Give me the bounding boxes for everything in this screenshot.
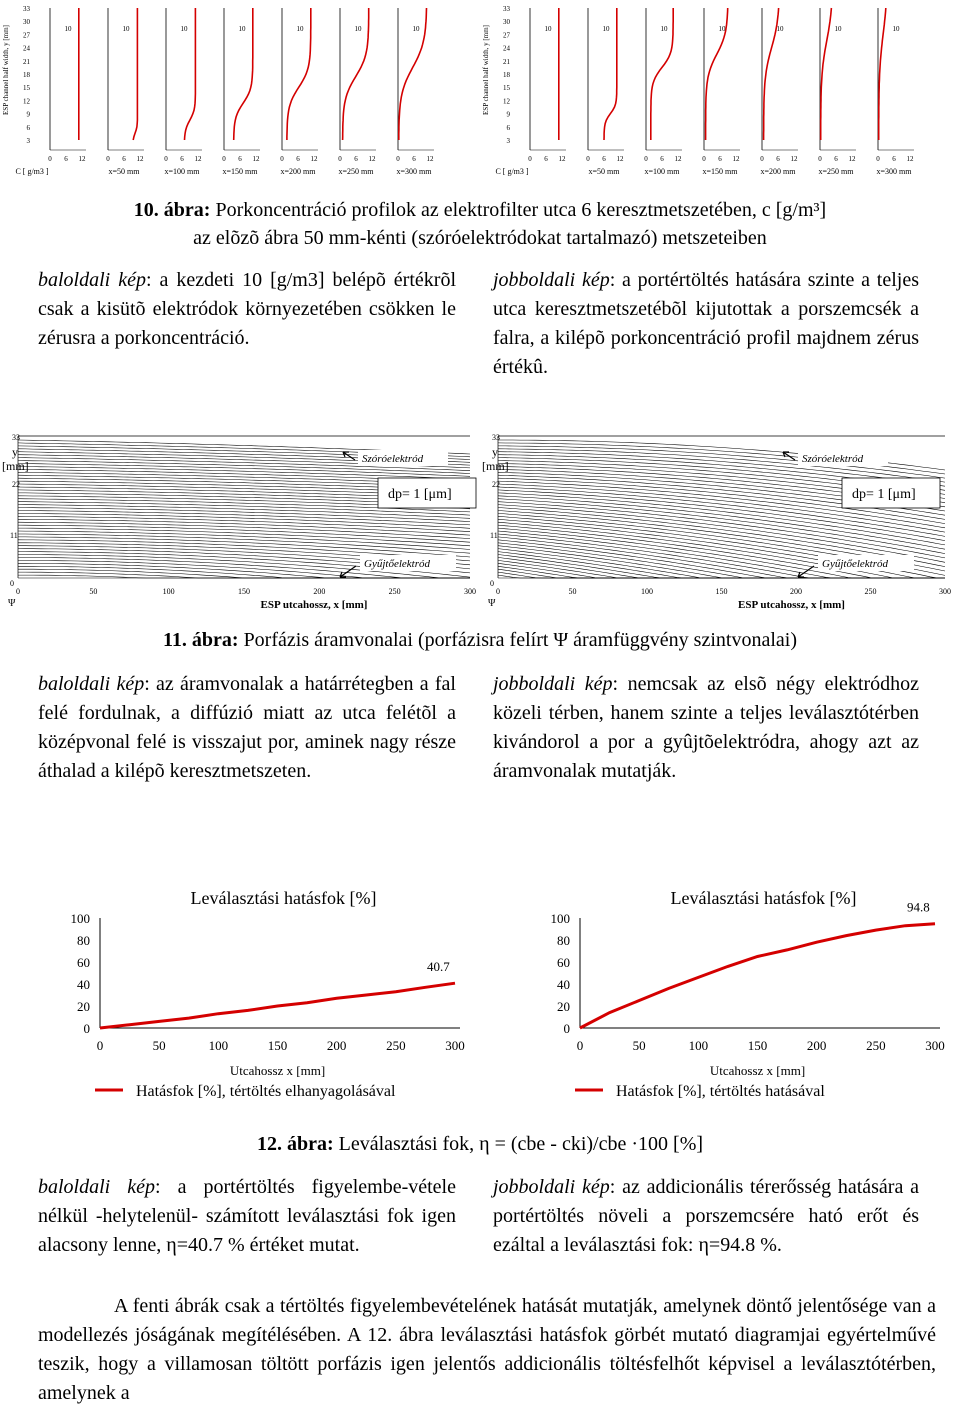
fig10-x-tick: 12: [426, 155, 434, 163]
chart-title: Leválasztási hatásfok [%]: [670, 888, 857, 908]
chart-x-tick: 300: [445, 1038, 465, 1053]
fig11-emitter-label: Szóróelektród: [802, 453, 864, 465]
fig10-caption-text: Porkoncentráció profilok az elektrofilter utca 6 keresztmetszetében, c [g/m³]: [210, 199, 827, 221]
fig12-right-lead: jobboldali kép: [493, 1176, 610, 1198]
fig10-top-value: 10: [660, 25, 668, 33]
chart-title: Leválasztási hatásfok [%]: [190, 888, 377, 908]
chart-series-line: [100, 983, 455, 1028]
fig11-left-streamlines: [0, 428, 480, 613]
chart-y-tick: 80: [77, 933, 90, 948]
fig10-left-text: [38, 266, 456, 353]
chart-x-tick: 200: [326, 1038, 347, 1053]
fig10-caption: [0, 196, 960, 252]
fig11-collector-arrow: [340, 566, 356, 577]
fig10-x-tick: 6: [544, 155, 548, 163]
fig10-profile-label: x=50 mm: [588, 167, 620, 176]
fig10-profile-curve: [133, 8, 137, 140]
fig11-x-label: ESP utcahossz, x [mm]: [260, 599, 368, 611]
fig11-y-unit: [mm]: [482, 459, 509, 473]
fig10-x-tick: 12: [136, 155, 144, 163]
fig10-y-tick: 30: [23, 18, 30, 27]
fig10-top-value: 10: [602, 25, 610, 33]
fig10-y-tick: 12: [23, 97, 30, 106]
fig11-x-tick: 250: [864, 587, 877, 596]
chart-y-tick: 100: [550, 911, 570, 926]
fig10-x-tick: 0: [876, 155, 880, 163]
fig10-x-tick: 0: [338, 155, 342, 163]
chart-x-tick: 0: [576, 1038, 584, 1053]
fig10-profile-label: C [ g/m3 ]: [15, 167, 49, 176]
chart-end-label: 40.7: [427, 959, 450, 975]
fig10-x-tick: 6: [180, 155, 184, 163]
chart-x-tick: 250: [386, 1038, 406, 1053]
fig11-streamline: [18, 508, 470, 522]
chart-x-label: Utcahossz x [mm]: [709, 1063, 806, 1078]
fig11-left-body: : az áramvonalak a határrétegben a fal felé fordulnak, a diffúzió miatt az utca felétõl a középvonal felé is visszajut por, aminek nagy része áthalad a kilépõ keresztmetszeten.: [38, 673, 456, 782]
chart-x-tick: 50: [152, 1038, 166, 1053]
fig11-x-tick: 200: [313, 587, 326, 596]
chart-x-tick: 250: [866, 1038, 886, 1053]
fig10-y-tick: 12: [503, 97, 510, 106]
fig11-collector-label: Gyűjtőelektród: [822, 558, 888, 570]
fig11-x-tick: 250: [388, 587, 401, 596]
fig12-left-text: [38, 1173, 456, 1260]
fig10-profile-label: C [ g/m3 ]: [495, 167, 529, 176]
chart-legend-label: Hatásfok [%], tértöltés hatásával: [616, 1083, 825, 1100]
fig10-x-tick: 6: [238, 155, 242, 163]
fig11-streamline: [18, 572, 470, 578]
fig10-y-tick: 24: [23, 44, 30, 53]
chart-x-tick: 150: [267, 1038, 288, 1053]
fig10-x-tick: 0: [106, 155, 110, 163]
fig10-x-tick: 0: [280, 155, 284, 163]
fig10-x-tick: 0: [396, 155, 400, 163]
fig10-x-tick: 12: [848, 155, 856, 163]
fig11-x-tick: 150: [238, 587, 250, 596]
fig10-x-tick: 0: [702, 155, 706, 163]
fig11-left-text: [38, 670, 456, 786]
fig10-profile-label: x=150 mm: [702, 167, 738, 176]
fig10-profile-label: x=100 mm: [164, 167, 200, 176]
fig10-x-tick: 6: [296, 155, 300, 163]
fig10-profile-label: x=200 mm: [280, 167, 316, 176]
fig11-left-lead: baloldali kép: [38, 673, 145, 695]
fig10-top-value: 10: [544, 25, 552, 33]
fig10-x-tick: 12: [616, 155, 624, 163]
fig10-y-tick: 6: [506, 123, 510, 132]
chart-x-tick: 50: [632, 1038, 646, 1053]
fig11-x-tick: 200: [790, 587, 802, 596]
chart-x-tick: 200: [806, 1038, 827, 1053]
fig11-collector-label: Gyűjtőelektród: [364, 558, 430, 570]
fig10-top-value: 10: [64, 25, 72, 33]
fig11-dp-label: dp= 1 [μm]: [388, 487, 452, 502]
fig11-streamline: [18, 528, 470, 546]
fig10-y-tick: 3: [26, 137, 30, 145]
fig10-profile-label: x=300 mm: [876, 167, 912, 176]
chart-x-label: Utcahossz x [mm]: [229, 1063, 326, 1078]
fig11-x-tick: 50: [89, 587, 98, 596]
fig10-profile-label: x=150 mm: [222, 167, 258, 176]
fig10-x-tick: 0: [586, 155, 590, 163]
fig10-profile-label: x=50 mm: [108, 167, 140, 176]
chart-y-tick: 60: [77, 955, 90, 970]
chart-y-tick: 0: [83, 1021, 90, 1036]
fig11-emitter-label: Szóróelektród: [362, 453, 424, 465]
fig10-y-axis-label: ESP channel half width, y [mm]: [2, 25, 10, 115]
fig10-y-axis-label: ESP channel half width, y [mm]: [482, 25, 490, 115]
fig10-x-tick: 0: [644, 155, 648, 163]
fig10-profile-curve: [764, 8, 779, 140]
chart-y-tick: 0: [563, 1021, 570, 1036]
fig10-right-lead: jobboldali kép: [493, 269, 610, 291]
fig10-profile-label: x=250 mm: [818, 167, 854, 176]
chart-y-tick: 20: [557, 999, 570, 1014]
fig11-caption-number: 11. ábra:: [163, 629, 239, 651]
fig10-x-tick: 0: [48, 155, 52, 163]
fig11-emitter-arrow: [343, 452, 355, 460]
fig10-x-tick: 6: [776, 155, 780, 163]
fig11-right-body: : nemcsak az elsõ négy elektródhoz közeli térben, hanem szinte a teljes leválasztótérben kivándorol a por a gyûjtõelektródra, ahogy azt az áramvonalak mutatják.: [493, 673, 920, 782]
fig10-x-tick: 12: [732, 155, 740, 163]
fig10-top-value: 10: [718, 25, 726, 33]
fig10-x-tick: 6: [122, 155, 126, 163]
chart-series-line: [580, 924, 935, 1028]
fig11-y-tick-top: 33: [492, 433, 500, 442]
fig11-y-label: y: [492, 445, 498, 459]
fig10-y-tick: 21: [503, 57, 510, 66]
fig10-top-value: 10: [122, 25, 130, 33]
fig10-x-tick: 0: [222, 155, 226, 163]
chart-x-tick: 0: [96, 1038, 104, 1053]
fig10-x-tick: 0: [164, 155, 168, 163]
fig11-y-tick: 11: [10, 531, 18, 540]
fig10-x-tick: 12: [674, 155, 682, 163]
fig10-y-tick: 9: [26, 110, 30, 119]
fig10-x-tick: 12: [194, 155, 202, 163]
chart-y-tick: 60: [557, 955, 570, 970]
fig10-top-value: 10: [834, 25, 842, 33]
fig10-top-value: 10: [412, 25, 420, 33]
fig10-x-tick: 6: [602, 155, 606, 163]
fig11-caption-text: Porfázis áramvonalai (porfázisra felírt Ψ áramfüggvény szintvonalai): [238, 629, 797, 651]
fig11-dp-label: dp= 1 [μm]: [852, 487, 916, 502]
fig11-x-tick: 150: [715, 587, 728, 596]
fig10-left-profiles: [0, 0, 480, 185]
fig10-x-tick: 12: [78, 155, 86, 163]
fig11-streamline: [18, 537, 470, 557]
fig11-x-tick: 0: [16, 587, 20, 596]
fig11-x-tick: 0: [496, 587, 500, 596]
fig11-psi-label: Ψ: [8, 598, 16, 609]
fig10-y-tick: 15: [23, 84, 30, 93]
fig12-right-chart: [480, 870, 960, 1120]
fig10-x-tick: 6: [660, 155, 664, 163]
fig11-y-tick: 0: [490, 579, 494, 588]
fig10-profile-label: x=300 mm: [396, 167, 432, 176]
chart-y-tick: 40: [77, 977, 90, 992]
fig12-left-chart: [0, 870, 480, 1120]
fig10-x-tick: 0: [818, 155, 822, 163]
fig10-profile-label: x=100 mm: [644, 167, 680, 176]
fig11-y-tick: 0: [10, 579, 14, 588]
fig10-x-tick: 6: [892, 155, 896, 163]
fig10-right-body: : a portértöltés hatására szinte a teljes utca keresztmetszetébõl kijutottak a porszemcsék a falra, a kilépõ porkoncentráció profil majdnem zérus értékû.: [493, 269, 919, 378]
fig11-y-tick: 22: [492, 480, 500, 489]
fig10-y-tick: 21: [23, 57, 30, 66]
chart-x-tick: 100: [688, 1038, 709, 1053]
fig10-x-tick: 12: [906, 155, 914, 163]
fig10-x-tick: 12: [790, 155, 798, 163]
fig10-profile-label: x=200 mm: [760, 167, 796, 176]
fig11-streamline: [18, 575, 470, 578]
fig11-x-tick: 300: [464, 587, 476, 596]
fig11-x-tick: 100: [162, 587, 175, 596]
fig10-top-value: 10: [776, 25, 784, 33]
fig10-x-tick: 0: [528, 155, 532, 163]
chart-y-tick: 80: [557, 933, 570, 948]
fig10-top-value: 10: [892, 25, 900, 33]
fig10-y-tick: 24: [503, 44, 510, 53]
fig12-left-lead: baloldali kép: [38, 1176, 156, 1198]
fig10-x-tick: 12: [310, 155, 318, 163]
fig12-caption-text: Leválasztási fok, η = (cbe - cki)/cbe ·100 [%]: [333, 1133, 704, 1155]
chart-end-label: 94.8: [907, 899, 930, 915]
fig10-x-tick: 12: [368, 155, 376, 163]
fig10-y-tick: 15: [503, 84, 510, 93]
fig10-profile-curve: [821, 8, 832, 140]
fig11-y-tick-top: 33: [12, 433, 20, 442]
fig10-y-tick: 18: [503, 71, 510, 79]
closing-paragraph: A fenti ábrák csak a tértöltés figyelembevételének hatását mutatják, amelynek döntő jelentősége van a modellezés jóságának megítélésében. A 12. ábra leválasztási hatásfok görbét mutató diagramjai egyértelművé teszik, hogy a villamosan töltött porfázis igen jelentős addicionális töltésfelhőt képvisel a leválasztótérben, amelynek a: [38, 1295, 936, 1404]
fig10-x-tick: 12: [558, 155, 566, 163]
fig10-top-value: 10: [354, 25, 362, 33]
fig10-y-tick: 30: [503, 18, 510, 27]
chart-legend-label: Hatásfok [%], tértöltés elhanyagolásával: [136, 1083, 396, 1100]
fig10-x-tick: 6: [718, 155, 722, 163]
fig10-caption-number: 10. ábra:: [133, 199, 211, 221]
fig10-caption-line2: az elõzõ ábra 50 mm-kénti (szóróelektródokat tartalmazó) metszeteiben: [193, 227, 767, 249]
fig10-x-tick: 6: [834, 155, 838, 163]
fig10-x-tick: 12: [252, 155, 260, 163]
fig10-x-tick: 6: [64, 155, 68, 163]
fig10-y-tick: 27: [503, 31, 510, 40]
fig11-x-tick: 300: [939, 587, 951, 596]
chart-x-tick: 150: [747, 1038, 768, 1053]
fig10-profile-curve: [879, 8, 886, 140]
fig10-y-tick: 9: [506, 110, 510, 119]
chart-y-tick: 100: [70, 911, 90, 926]
fig11-y-tick: 11: [490, 531, 498, 540]
fig10-x-tick: 6: [354, 155, 358, 163]
fig11-x-label: ESP utcahossz, x [mm]: [738, 599, 845, 611]
fig11-x-tick: 100: [641, 587, 653, 596]
fig10-profile-label: x=250 mm: [338, 167, 374, 176]
fig10-right-text: [493, 266, 919, 382]
fig11-right-streamlines: [480, 428, 960, 613]
fig11-psi-label: Ψ: [488, 598, 496, 609]
fig10-left-lead: baloldali kép: [38, 269, 146, 291]
fig11-y-unit: [mm]: [2, 459, 29, 473]
fig12-right-body: : az addicionális térerősség hatására a portértöltés növeli a porszemcsére ható erőt és ezáltal a leválasztási fok: η=94.8 %.: [493, 1176, 919, 1256]
fig10-y-tick: 33: [23, 5, 30, 13]
fig10-top-value: 10: [238, 25, 246, 33]
chart-x-tick: 100: [208, 1038, 229, 1053]
fig12-caption: [0, 1130, 960, 1158]
fig10-x-tick: 6: [412, 155, 416, 163]
fig11-right-lead: jobboldali kép: [493, 673, 613, 695]
chart-x-tick: 300: [925, 1038, 945, 1053]
fig10-x-tick: 0: [760, 155, 764, 163]
chart-y-tick: 40: [557, 977, 570, 992]
fig11-y-label: y: [12, 445, 18, 459]
fig11-collector-arrow: [798, 566, 814, 577]
fig10-left-body: : a kezdeti 10 [g/m3] belépõ értékrõl csak a kisütõ elektródok környezetében csökken le zérusra a porkoncentráció.: [38, 269, 456, 349]
fig12-left-body: : a portértöltés figyelembe-vétele nélkül -helytelenül- számított leválasztási fok igen alacsony lenne, η=40.7 % értéket mutat.: [38, 1176, 456, 1256]
fig10-y-tick: 3: [506, 137, 510, 145]
fig10-y-tick: 27: [23, 31, 30, 40]
fig11-caption: [0, 626, 960, 654]
fig10-y-tick: 6: [26, 123, 30, 132]
fig11-y-tick: 22: [12, 480, 20, 489]
fig10-y-tick: 33: [503, 5, 510, 13]
fig10-top-value: 10: [296, 25, 304, 33]
fig10-top-value: 10: [180, 25, 188, 33]
fig12-caption-number: 12. ábra:: [256, 1133, 334, 1155]
fig11-right-text: [493, 670, 919, 786]
chart-y-tick: 20: [77, 999, 90, 1014]
fig11-x-tick: 50: [568, 587, 577, 596]
fig10-y-tick: 18: [23, 71, 30, 79]
fig12-right-text: [493, 1173, 919, 1260]
fig10-right-profiles: [480, 0, 960, 185]
